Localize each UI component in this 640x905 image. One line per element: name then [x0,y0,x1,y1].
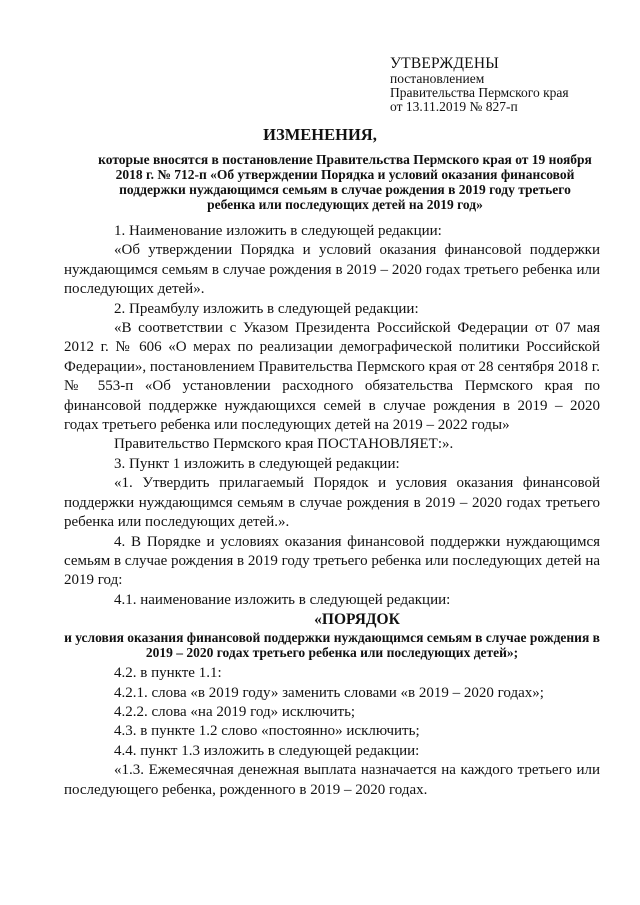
approval-line-1: постановлением [390,71,485,86]
approval-block [390,55,569,114]
order-title: «ПОРЯДОК [314,611,400,629]
paragraph-4: 4. В Порядке и условиях оказания финансовой поддержки нуждающимся семьям в случае рождения в 2019 году третьего ребенка или последующих детей на 2019 год: [64,533,601,589]
paragraph-4-3: 4.3. в пункте 1.2 слово «постоянно» исключить; [114,723,420,740]
paragraph-4-2-1: 4.2.1. слова «в 2019 году» заменить словами «в 2019 – 2020 годах»; [114,684,544,701]
paragraph-4-4: 4.4. пункт 1.3 изложить в следующей редакции: [114,742,420,759]
paragraph-3: 3. Пункт 1 изложить в следующей редакции: [114,455,400,472]
paragraph-2-quote: «В соответствии с Указом Президента Российской Федерации от 07 мая 2012 г. № 606 «О мерах по реализации демографической политики Российской Федерации», постановлением Правительства Пермского края от 28 сентября 2018 г. № 553-п «Об установлении расходного обязательства Пермского края по финансовой поддержке нуждающихся семей в случае рождения в 2019 – 2020 годах третьего ребенка или последующих детей на 2019 – 2022 годы» [64,320,600,434]
paragraph-4-2: 4.2. в пункте 1.1: [114,665,222,682]
order-subtitle: и условия оказания финансовой поддержки нуждающимся семьям в случае рождения в 2019 – 2020 годах третьего ребенка или последующих детей»; [64,630,600,661]
paragraph-2: 2. Преамбулу изложить в следующей редакции: [114,300,419,317]
approval-title: УТВЕРЖДЕНЫ [390,55,499,72]
document-subtitle: которые вносятся в постановление Правительства Пермского края от 19 ноября 2018 г. № 712-п «Об утверждении Порядка и условий оказания финансовой поддержки нуждающимся семьям в случае рождения в 2019 году третьего ребенка или последующих детей на 2019 год» [98,152,592,212]
paragraph-1: 1. Наименование изложить в следующей редакции: [114,223,442,239]
document-body [64,222,600,800]
document-title: ИЗМЕНЕНИЯ, [263,125,377,144]
approval-line-2: Правительства Пермского края [390,85,569,100]
paragraph-3-quote: «1. Утвердить прилагаемый Порядок и условия оказания финансовой поддержки нуждающимся семьям в случае рождения в 2019 – 2020 годах третьего ребенка или последующих детей.». [64,475,600,531]
paragraph-1-quote: «Об утверждении Порядка и условий оказания финансовой поддержки нуждающимся семьям в случае рождения в 2019 – 2020 годах третьего ребенка или последующих детей». [64,242,600,298]
paragraph-4-2-2: 4.2.2. слова «на 2019 год» исключить; [114,703,356,720]
paragraph-2-resolution: Правительство Пермского края ПОСТАНОВЛЯЕТ:». [114,436,454,453]
paragraph-4-1: 4.1. наименование изложить в следующей редакции: [114,591,451,608]
approval-line-3: от 13.11.2019 № 827-п [390,99,518,114]
paragraph-4-4-quote: «1.3. Ежемесячная денежная выплата назначается на каждого третьего или последующего ребенка, рожденного в 2019 – 2020 годах. [64,762,600,798]
